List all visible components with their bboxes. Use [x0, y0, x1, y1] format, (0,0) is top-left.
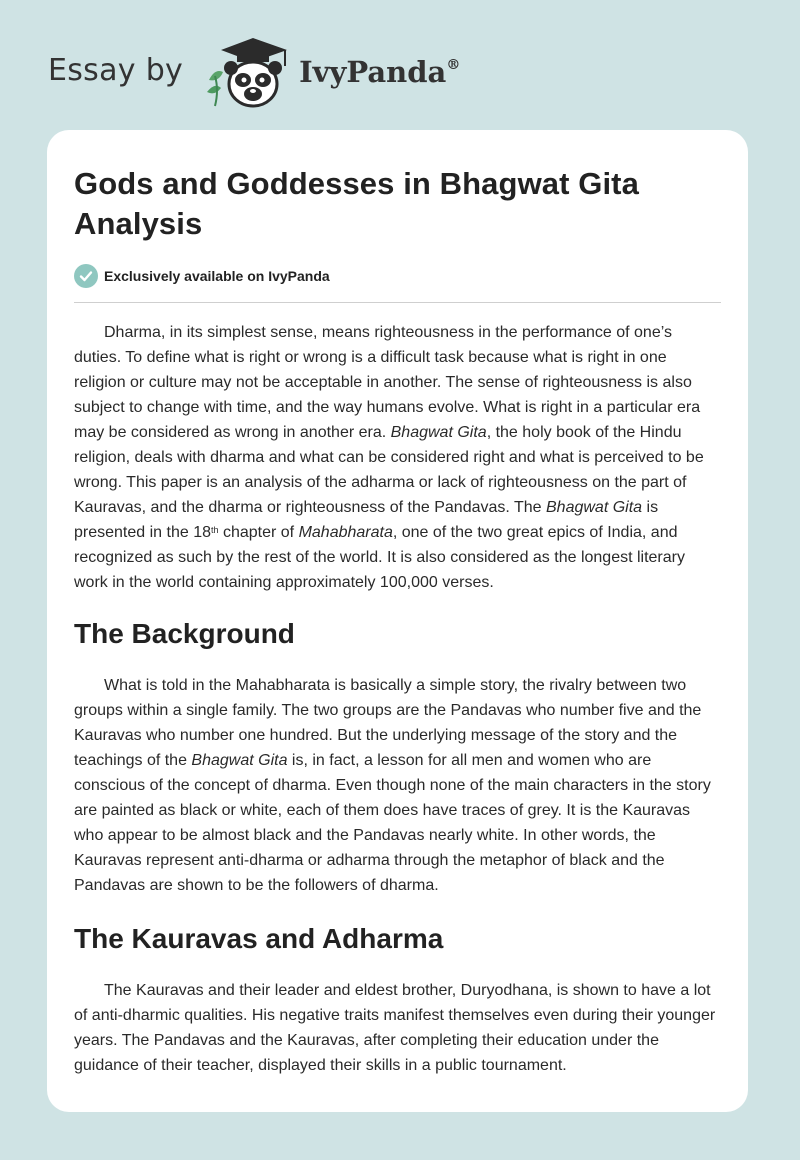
article-card [47, 130, 748, 1112]
brand-name[interactable]: IvyPanda® [299, 55, 461, 89]
badge-label: Exclusively available on IvyPanda [104, 268, 330, 284]
paragraph-kauravas: The Kauravas and their leader and eldest brother, Duryodhana, is shown to have a lot of anti-dharmic qualities. His negative traits manifest themselves even during their younger years. The Pandavas and the Kauravas, after completing their education under the guidance of their teacher, displayed their skills in a public tournament. [74, 982, 716, 1074]
site-header [48, 36, 460, 110]
exclusive-badge [74, 264, 721, 303]
checkmark-icon [74, 264, 98, 288]
paragraph-intro: Dharma, in its simplest sense, means righteousness in the performance of one’s duties. To define what is right or wrong is a difficult task because what is right in one religion or culture may not be acceptable in another. The sense of righteousness is also subject to change with time, and the way humans evolve. What is right in a particular era may be considered as wrong in another era. Bhagwat Gita, the holy book of the Hindu religion, deals with dharma and what can be considered right and what is perceived to be wrong. This paper is an analysis of the adharma or lack of righteousness on the part of Kauravas, and the dharma or righteousness of the Pandavas. The Bhagwat Gita is presented in the 18th chapter of Mahabharata, one of the two great epics of India, and recognized as such by the rest of the world. It is also considered as the longest literary work in the world containing approximately 100,000 verses. [74, 324, 704, 591]
section-heading-background: The Background [74, 618, 295, 649]
ivypanda-logo-icon[interactable] [201, 36, 293, 110]
paragraph-background: What is told in the Mahabharata is basically a simple story, the rivalry between two groups within a single family. The two groups are the Pandavas who number five and the Kauravas who number one hundred. But the underlying message of the story and the teachings of the Bhagwat Gita is, in fact, a lesson for all men and women who are conscious of the concept of dharma. Even though none of the main characters in the story are painted as black or white, each of them does have traces of grey. It is the Kauravas who appear to be almost black and the Pandavas nearly white. In other words, the Kauravas represent anti-dharma or adharma through the metaphor of black and the Pandavas are shown to be the followers of dharma. [74, 677, 711, 894]
page-title: Gods and Goddesses in Bhagwat Gita Analysis [74, 166, 639, 241]
section-heading-kauravas: The Kauravas and Adharma [74, 923, 444, 954]
essay-by-label: Essay by [48, 52, 184, 88]
